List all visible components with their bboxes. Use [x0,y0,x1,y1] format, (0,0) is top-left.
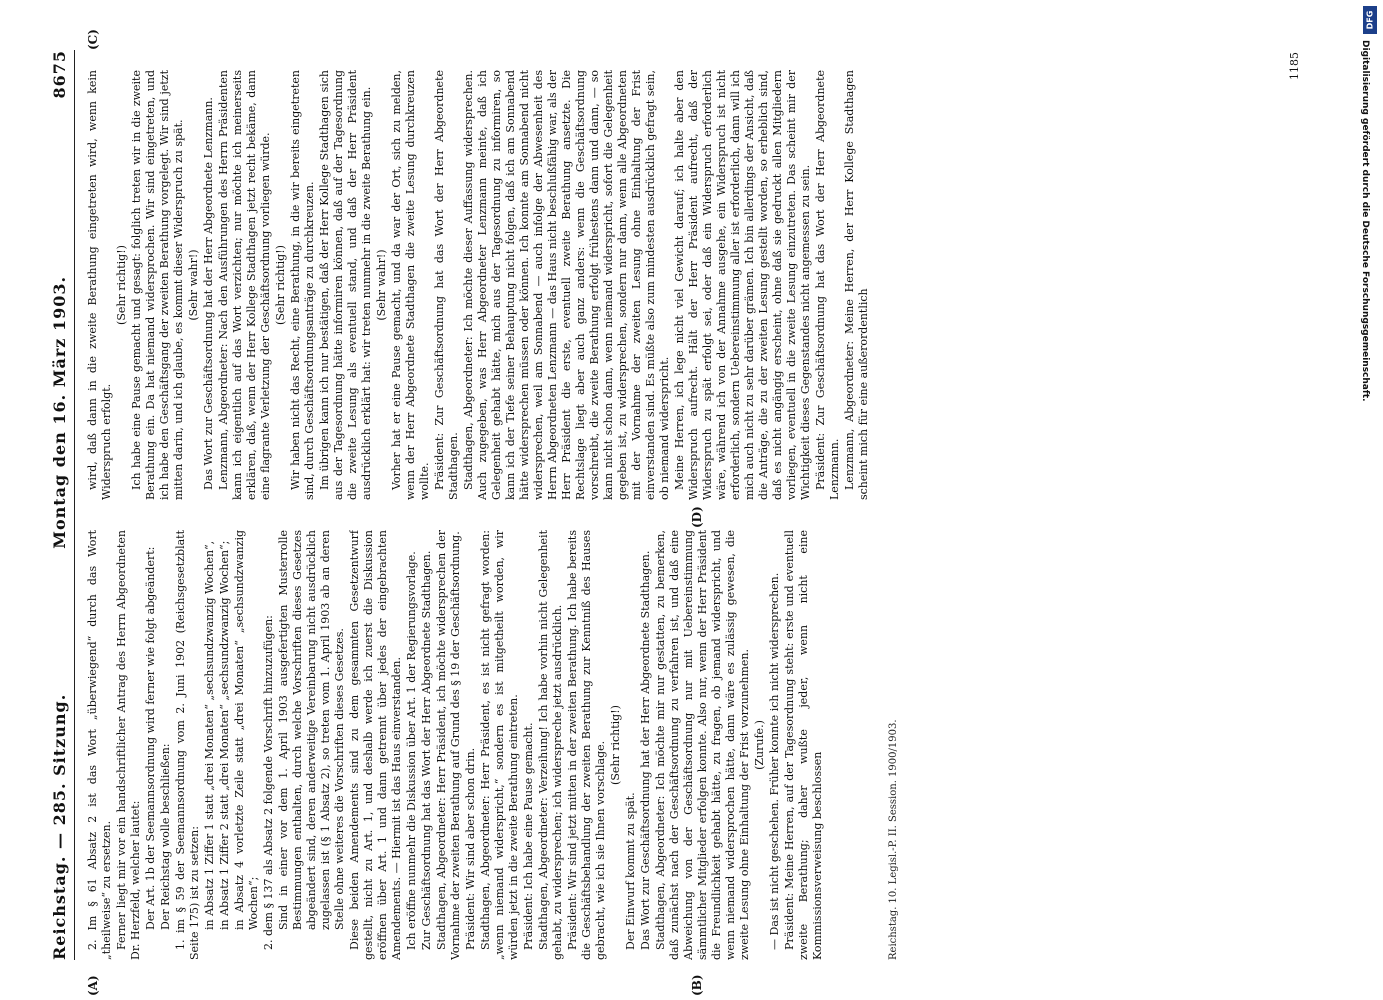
paragraph: in Absatz 4 vorletzte Zeile statt „drei Monaten“ „sechsundzwanzig Wochen“; [233,530,260,930]
dfg-strip [1360,6,1377,988]
page-signature-holder [1288,40,1308,80]
marker-a: (A) [86,975,100,996]
paragraph: Das Wort zur Geschäftsordnung hat der Herr Abgeordnete Lenzmann. [202,97,215,490]
paragraph: Stadthagen, Abgeordneter: Ich möchte mir nur gestatten, zu bemerken, daß zunächst nach der Geschäftsordnung zu verfahren ist, und daß eine Abweichung von der Geschäftsordnung nur mit Uebereinstimmung sämmtlicher Mitglieder erfolgen konnte. Also nur, wenn der Herr Präsident die Freundlichkeit gehabt hätte, zu fragen, ob jemand widerspricht, und wenn niemand widersprochen hätte, dann wäre es zulässig gewesen, die zweite Lesung ohne Einhaltung der Frist vorzunehmen. [654,530,751,960]
paragraph: 2. dem § 137 als Absatz 2 folgende Vorschrift hinzuzufügen: [262,615,275,950]
paragraph: (Sehr richtig!) [115,245,128,325]
paragraph: Wir haben nicht das Recht, eine Berathung, in die wir bereits eingetreten sind, durch Geschäftsordnungsanträge zu durchkreuzen. [289,70,316,500]
paragraph: Lenzmann, Abgeordneter: Meine Herren, der Herr Kollege Stadthagen scheint mich für eine außerordentlich [843,70,870,500]
paragraph: in Absatz 1 Ziffer 1 statt „drei Monaten“ „sechsundzwanzig Wochen“, [203,540,216,930]
dfg-credit [1360,40,1377,840]
paragraph: 2. Im § 61 Absatz 2 ist das Wort „überwiegend“ durch das Wort „theilweise“ zu ersetzen. [86,530,113,960]
page-header [50,50,75,960]
paragraph: Ferner liegt mir vor ein handschriftlicher Antrag des Herrn Abgeordneten Dr. Herzfeld, welcher lautet: [115,530,142,960]
header-left: Reichstag. — 285. Sitzung. [50,693,69,960]
paragraph: Der Art. 1b der Seemannsordnung wird ferner wie folgt abgeändert: [144,546,157,930]
paragraph: Stadthagen, Abgeordneter: Verzeihung! Ich habe vorhin nicht Gelegenheit gehabt, zu widersprechen; ich widerspreche jetzt ausdrücklich. [537,530,564,960]
paragraph: Ich habe eine Pause gemacht und gesagt: folglich treten wir in die zweite Berathung ein. Da hat niemand widersprochen. Wir sind eingetreten, und ich habe den Geschäftsgang der zweiten Berathung vorgelegt. Wir sind jetzt mitten darin, und ich glaube, es kommt dieser Widerspruch zu spät. [130,70,185,500]
dfg-logo-icon [1363,6,1377,34]
header-right: Montag den 16. März 1903. [50,275,69,549]
paragraph: wird, daß dann in die zweite Berathung eingetreten wird, wenn kein Widerspruch erfolgt. [86,70,113,500]
marker-d: (D) [690,506,704,528]
paragraph: Präsident: Wir sind jetzt mitten in der zweiten Berathung. Ich habe bereits die Geschäftsbehandlung der zweiten Berathung zur Kenntniß des Hauses gebracht, wie ich sie Ihnen vorschlage. [566,530,607,960]
paragraph: 1. im § 59 der Seemannsordnung vom 2. Juni 1902 (Reichsgesetzblatt Seite 175) ist zu setzen: [174,530,201,960]
right-column [86,70,876,500]
dfg-credit-text: Digitalisierung gefördert durch die Deutsche Forschungsgemeinschaft. [1360,40,1370,402]
paragraph: (Sehr richtig!) [274,245,287,325]
paragraph: (Sehr wahr!) [187,249,200,321]
header-date [50,50,69,549]
paragraph: Präsident: Meine Herren, auf der Tagesordnung steht: erste und eventuell zweite Berathung; daher wußte jeder, wenn nicht eine Kommissionsverweisung beschlossen [783,530,824,960]
dfg-logo-label: DFG [1365,10,1375,30]
left-column [86,530,876,960]
paragraph: Sind in einer vor dem 1. April 1903 ausgefertigten Musterrolle Bestimmungen enthalten, durch welche Vorschriften dieses Gesetzes abgeändert sind, deren anderweitige Vereinbarung nicht ausdrücklich zugelassen ist (§ 1 Absatz 2), so treten vom 1. April 1903 ab an deren Stelle ohne weiteres die Vorschriften dieses Gesetzes. [277,530,346,930]
marker-b: (B) [690,974,704,996]
paragraph: — Das ist nicht geschehen. Früher konnte ich nicht widersprechen. [768,572,781,950]
paragraph: Ich eröffne nunmehr die Diskussion über Art. 1 der Regierungsvorlage. [405,551,418,950]
paragraph: Präsident: Zur Geschäftsordnung hat das Wort der Herr Abgeordnete Stadthagen. [433,70,460,500]
paragraph: Der Reichstag wolle beschließen: [159,743,172,930]
paragraph: Im übrigen kann ich nur bestätigen, daß der Herr Kollege Stadthagen sich aus der Tagesordnung hätte informiren können, daß auf der Tagesordnung die zweite Lesung als eventuell stand, und daß der Herr Präsident ausdrücklich erklärt hat: wir treten nunmehr in die zweite Berathung ein. [318,70,373,500]
paragraph: Diese beiden Amendements sind zu dem gesammten Gesetzentwurf gestellt, nicht zu Art. 1, und deshalb werde ich zuerst die Diskussion eröffnen über Art. 1 und dann getrennt über jedes der eingebrachten Amendements. — Hiermit ist das Haus einverstanden. [348,530,403,960]
paragraph: Meine Herren, ich lege nicht viel Gewicht darauf; ich halte aber den Widerspruch aufrecht. Hält der Herr Präsident aufrecht, daß der Widerspruch zu spät erfolgt sei, oder daß ein Widerspruch erforderlich wäre, während ich von der Annahme ausgehe, ein Widerspruch ist nicht erforderlich, sondern Uebereinstimmung aller ist erforderlich, dann will ich mich auch nicht zu sehr darüber grämen. Ich bin allerdings der Ansicht, daß die Anträge, die zu der zweiten Lesung gestellt worden, so erheblich sind, daß es nicht angängig erscheint, ohne daß sie gedruckt allen Mitgliedern vorliegen, eventuell in die zweite Lesung einzutreten. Das scheint mir der Wichtigkeit dieses Gegenstandes nicht angemessen zu sein. [673,70,812,500]
paragraph: Präsident: Zur Geschäftsordnung hat das Wort der Herr Abgeordnete Lenzmann. [814,70,841,500]
paragraph: Präsident: Ich habe eine Pause gemacht. [522,722,535,950]
page-signature: 1185 [1288,52,1301,80]
paragraph: (Sehr wahr!) [375,249,388,321]
marker-c: (C) [86,29,100,50]
paragraph: (Sehr richtig!) [609,705,622,785]
paragraph: Das Wort zur Geschäftsordnung hat der Herr Abgeordnete Stadthagen. [639,550,652,950]
paragraph: Stadthagen, Abgeordneter: Ich möchte dieser Auffassung widersprechen. Auch zugegeben, was Herr Abgeordneter Lenzmann meinte, daß ich Gelegenheit gehabt hätte, mich aus der Tagesordnung zu informiren, so kann ich der Tiefe seiner Behauptung nicht folgen, daß ich am Sonnabend hätte widersprechen müssen oder können. Ich konnte am Sonnabend nicht widersprechen, weil am Sonnabend — auch infolge der Abwesenheit des Herrn Abgeordneten Lenzmann — das Haus nicht beschlußfähig war, als der Herr Präsident die erste, eventuell zweite Berathung ansetzte. Die Rechtslage liegt aber auch ganz anders: wenn die Geschäftsordnung vorschreibt, die zweite Berathung erfolgt frühestens dann und dann, — so kann nicht schon dann, wenn niemand widerspricht, sofort die Gelegenheit gegeben ist, zu widersprechen, sondern nur dann, wenn alle Abgeordneten mit der Vornahme der zweiten Lesung ohne Einhaltung der Frist einverstanden sind. Es müßte also zum mindesten ausdrücklich gefragt sein, ob niemand widerspricht. [462,70,671,500]
paragraph: (Zurufe.) [753,720,766,770]
paragraph: Vorher hat er eine Pause gemacht, und da war der Ort, sich zu melden, wenn der Herr Abgeordnete Stadthagen die zweite Lesung durchkreuzen wollte. [390,70,431,500]
paragraph: Stadthagen, Abgeordneter: Herr Präsident, ich möchte widersprechen der Vornahme der zweiten Berathung auf Grund des § 19 der Geschäftsordnung. [435,530,462,960]
paragraph: in Absatz 1 Ziffer 2 statt „drei Monaten“ „sechsundzwanzig Wochen“; [218,540,231,930]
paragraph: Stadthagen, Abgeordneter: Herr Präsident, es ist nicht gefragt worden: „wenn niemand widerspricht,“ sondern es ist mitgetheilt worden, wir würden jetzt in die zweite Berathung eintreten. [479,530,520,960]
page-number: 8675 [50,50,69,99]
paragraph: Lenzmann, Abgeordneter: Nach den Ausführungen des Herrn Präsidenten kann ich eigentlich auf das Wort verzichten; nur möchte ich meinerseits erklären, daß, wenn der Herr Kollege Stadthagen jetzt recht bekäme, dann eine flagrante Verletzung der Geschäftsordnung vorliegen würde. [217,70,272,500]
footer-left: Reichstag. 10. Legisl.-P. II. Session. 1900/1903. [888,719,899,960]
paragraph: Präsident: Wir sind aber schon drin. [464,747,477,950]
paragraph: Zur Geschäftsordnung hat das Wort der Herr Abgeordnete Stadthagen. [420,550,433,950]
paragraph: Der Einwurf kommt zu spät. [624,792,637,950]
